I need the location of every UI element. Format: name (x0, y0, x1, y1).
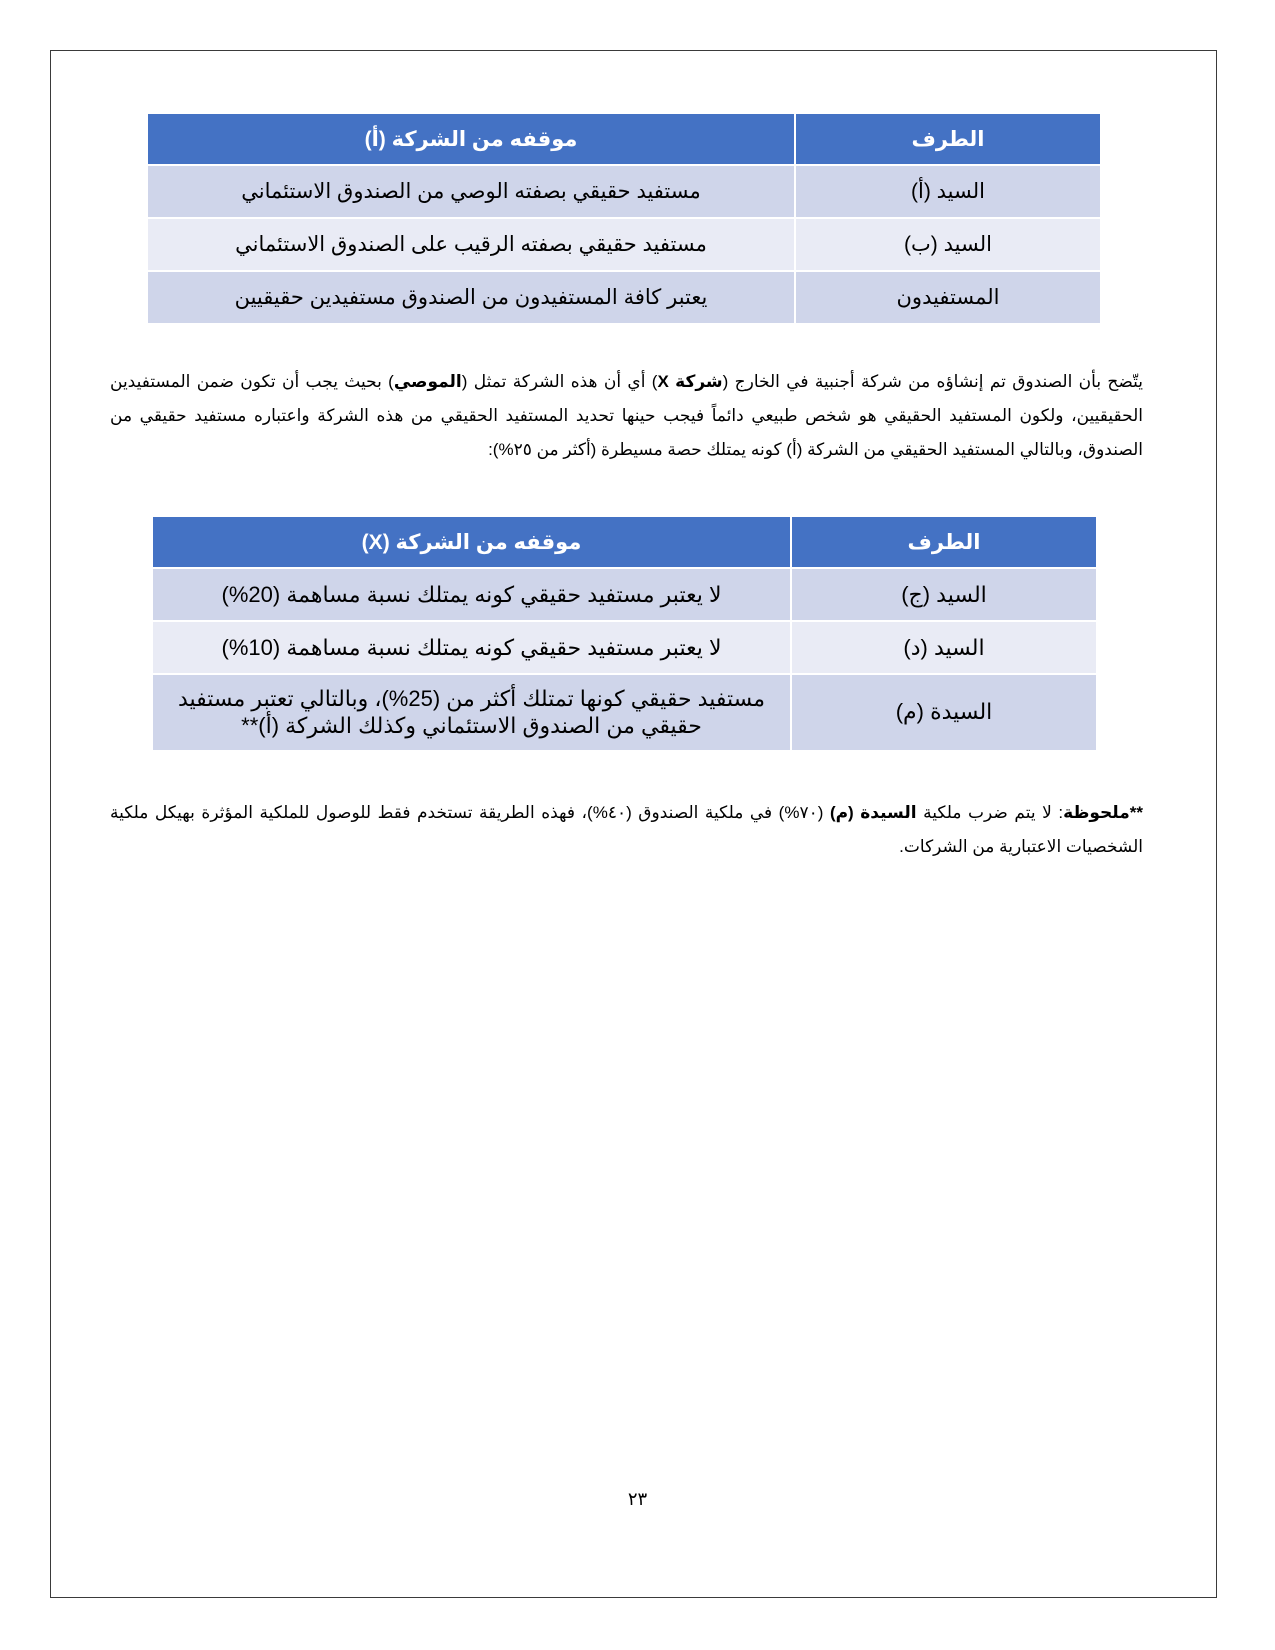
position-cell: لا يعتبر مستفيد حقيقي كونه يمتلك نسبة مساهمة (10%) (152, 621, 791, 674)
party-column-header: الطرف (791, 516, 1097, 568)
table-row (147, 218, 1101, 271)
position-cell (152, 674, 791, 751)
position-line: مستفيد حقيقي كونها تمتلك أكثر من (25%)، وبالتالي تعتبر مستفيد (177, 686, 766, 712)
party-cell: المستفيدون (795, 271, 1101, 324)
position-cell: يعتبر كافة المستفيدون من الصندوق مستفيدين حقيقيين (147, 271, 795, 324)
note-paragraph (110, 796, 1143, 864)
settlor-term: الموصي (393, 372, 462, 391)
table-row (147, 165, 1101, 218)
position-cell: مستفيد حقيقي بصفته الوصي من الصندوق الاستئماني (147, 165, 795, 218)
table-row (147, 271, 1101, 324)
party-column-header: الطرف (795, 113, 1101, 165)
paragraph-text: ) بحيث يجب أن تكون ضمن المستفيدين الحقيقيين، ولكون المستفيد الحقيقي هو شخص طبيعي دائماً فيجب حينها تحديد المستفيد الحقيقي من هذه الشركة واعتباره مستفيد حقيقي من الصندوق، وبالتالي المستفيد الحقيقي من الشركة (أ) كونه يمتلك حصة مسيطرة (أكثر من ٢٥%): (110, 372, 1143, 459)
company-x-term: شركة X (657, 372, 723, 391)
trustee-position-table (146, 112, 1102, 325)
position-column-header: موقفه من الشركة (أ) (147, 113, 795, 165)
party-cell: السيد (ج) (791, 568, 1097, 621)
table-row (152, 568, 1097, 621)
position-column-header: موقفه من الشركة (X) (152, 516, 791, 568)
table-row (152, 621, 1097, 674)
position-cell: مستفيد حقيقي بصفته الرقيب على الصندوق الاستئماني (147, 218, 795, 271)
position-cell: لا يعتبر مستفيد حقيقي كونه يمتلك نسبة مساهمة (20%) (152, 568, 791, 621)
note-text: (٧٠%) في ملكية الصندوق (٤٠%)، فهذه الطريقة تستخدم فقط للوصول للملكية المؤثرة بهيكل ملكية الشخصيات الاعتبارية من الشركات. (110, 803, 1143, 856)
table-row (152, 674, 1097, 751)
company-x-position-table (151, 515, 1098, 752)
note-label: **ملحوظة (1063, 803, 1143, 822)
party-cell: السيد (أ) (795, 165, 1101, 218)
paragraph-text: يتّضح بأن الصندوق تم إنشاؤه من شركة أجنبية في الخارج ( (722, 372, 1143, 391)
note-text: : لا يتم ضرب ملكية (916, 803, 1064, 822)
explanation-paragraph (110, 365, 1143, 467)
position-line: حقيقي من الصندوق الاستئماني وكذلك الشركة (أ)** (241, 712, 702, 738)
paragraph-text: ) أي أن هذه الشركة تمثل ( (461, 372, 658, 391)
table-header-row (152, 516, 1097, 568)
party-cell: السيد (ب) (795, 218, 1101, 271)
party-cell: السيد (د) (791, 621, 1097, 674)
page-number: ٢٣ (627, 1489, 648, 1509)
note-person-name: السيدة (م) (829, 803, 917, 822)
table-header-row (147, 113, 1101, 165)
party-cell: السيدة (م) (791, 674, 1097, 751)
